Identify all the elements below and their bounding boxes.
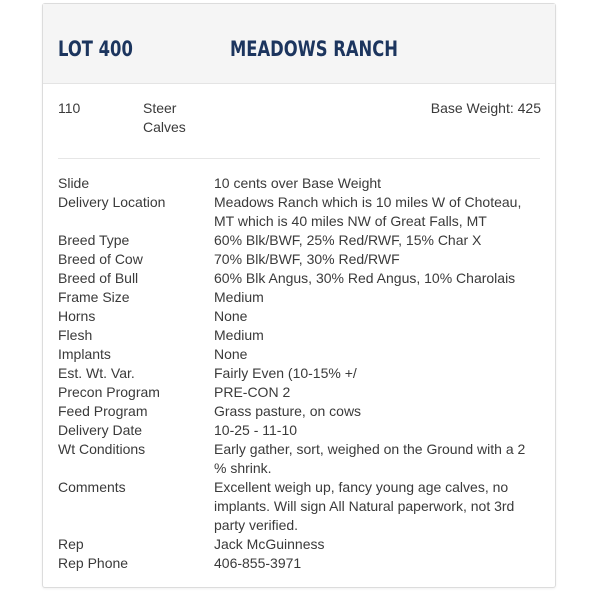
details-list (43, 174, 555, 573)
base-weight: Base Weight: 425 (430, 100, 541, 116)
detail-value: Excellent weigh up, fancy young age calves, no implants. Will sign All Natural paperwork, not 3rd party verified. (214, 479, 515, 533)
lot-card (42, 3, 556, 588)
detail-label: Precon Program (58, 384, 160, 400)
detail-value: 70% Blk/BWF, 30% Red/RWF (214, 251, 400, 267)
lot-summary (43, 84, 555, 158)
detail-row-breed-of-cow (43, 250, 555, 269)
detail-row-wt-conditions (43, 440, 555, 478)
detail-value: Early gather, sort, weighed on the Ground with a 2 % shrink. (214, 441, 526, 476)
detail-label: Delivery Date (58, 422, 143, 438)
detail-value: 60% Blk/BWF, 25% Red/RWF, 15% Char X (214, 232, 482, 248)
detail-label: Feed Program (58, 403, 148, 419)
detail-row-delivery-location (43, 193, 555, 231)
detail-row-frame-size (43, 288, 555, 307)
detail-row-delivery-date (43, 421, 555, 440)
detail-row-breed-of-bull (43, 269, 555, 288)
detail-value: 10 cents over Base Weight (214, 175, 382, 191)
detail-label: Delivery Location (58, 194, 166, 210)
detail-value: PRE-CON 2 (214, 384, 291, 400)
divider (58, 158, 540, 159)
detail-row-implants (43, 345, 555, 364)
detail-row-flesh (43, 326, 555, 345)
detail-label: Rep Phone (58, 555, 129, 571)
detail-row-rep-phone (43, 554, 555, 573)
detail-label: Frame Size (58, 289, 130, 305)
card-header (43, 4, 555, 84)
detail-value: None (214, 346, 248, 362)
detail-label: Slide (58, 175, 90, 191)
detail-label: Est. Wt. Var. (58, 365, 135, 381)
detail-value: 406-855-3971 (214, 555, 302, 571)
detail-label: Breed of Cow (58, 251, 143, 267)
detail-value: Fairly Even (10-15% +/ (214, 365, 357, 381)
detail-label: Implants (58, 346, 111, 362)
detail-label: Flesh (58, 327, 93, 343)
detail-row-precon-program (43, 383, 555, 402)
lot-number: LOT 400 (58, 37, 133, 61)
detail-value: Grass pasture, on cows (214, 403, 362, 419)
detail-row-est-wt-var (43, 364, 555, 383)
ranch-name: MEADOWS RANCH (230, 37, 398, 61)
detail-row-comments (43, 478, 555, 535)
detail-row-horns (43, 307, 555, 326)
detail-value: None (214, 308, 248, 324)
head-count: 110 (58, 100, 81, 116)
cattle-type: Steer Calves (143, 100, 186, 135)
detail-label: Rep (58, 536, 84, 552)
detail-label: Breed Type (58, 232, 130, 248)
detail-label: Comments (58, 479, 126, 495)
detail-value: Medium (214, 289, 264, 305)
detail-label: Breed of Bull (58, 270, 139, 286)
detail-row-breed-type (43, 231, 555, 250)
detail-row-slide (43, 174, 555, 193)
detail-value: 60% Blk Angus, 30% Red Angus, 10% Charolais (214, 270, 516, 286)
detail-label: Horns (58, 308, 96, 324)
detail-row-rep (43, 535, 555, 554)
detail-value: 10-25 - 11-10 (214, 422, 298, 438)
detail-value: Medium (214, 327, 264, 343)
detail-row-feed-program (43, 402, 555, 421)
detail-value: Jack McGuinness (214, 536, 325, 552)
detail-value: Meadows Ranch which is 10 miles W of Choteau, MT which is 40 miles NW of Great Falls, MT (214, 194, 522, 229)
detail-label: Wt Conditions (58, 441, 146, 457)
